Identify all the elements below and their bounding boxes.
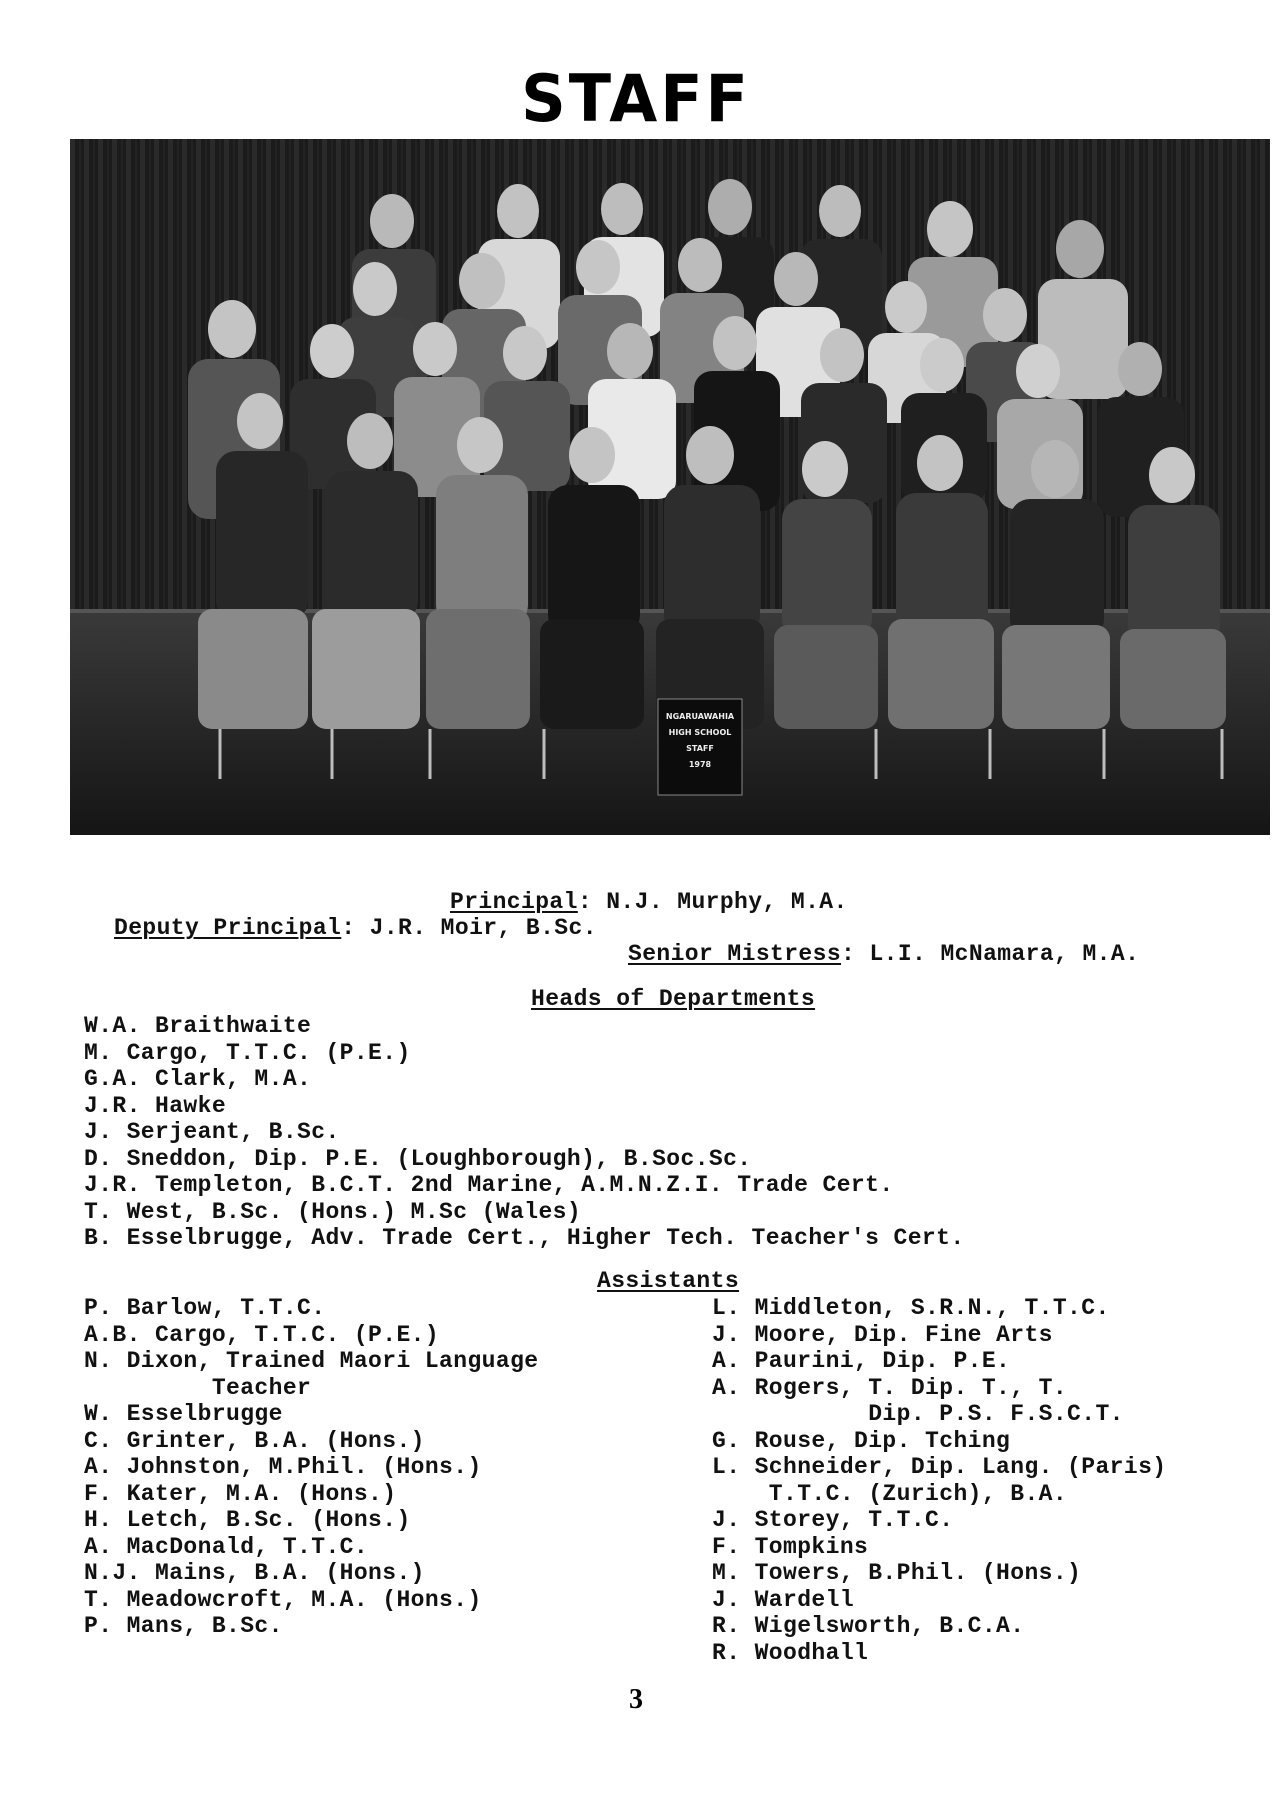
assistants-heading: Assistants bbox=[597, 1268, 740, 1294]
assistant-left-item: A. MacDonald, T.T.C. bbox=[84, 1534, 369, 1560]
head-item: D. Sneddon, Dip. P.E. (Loughborough), B.Soc.Sc. bbox=[84, 1146, 752, 1172]
assistant-right-item: L. Schneider, Dip. Lang. (Paris) bbox=[712, 1454, 1167, 1480]
assistant-right-item: L. Middleton, S.R.N., T.T.C. bbox=[712, 1295, 1110, 1321]
assistant-left-item: W. Esselbrugge bbox=[84, 1401, 283, 1427]
assistant-left-item: Teacher bbox=[84, 1375, 312, 1401]
deputy-principal-line bbox=[114, 915, 597, 941]
assistant-left-item: F. Kater, M.A. (Hons.) bbox=[84, 1481, 397, 1507]
assistant-right-item: G. Rouse, Dip. Tching bbox=[712, 1428, 1011, 1454]
assistant-right-item: A. Paurini, Dip. P.E. bbox=[712, 1348, 1011, 1374]
page-title: STAFF bbox=[521, 60, 751, 137]
assistant-left-item: N.J. Mains, B.A. (Hons.) bbox=[84, 1560, 425, 1586]
assistant-left-item: A.B. Cargo, T.T.C. (P.E.) bbox=[84, 1322, 440, 1348]
assistant-right-item: F. Tompkins bbox=[712, 1534, 869, 1560]
assistant-left-item: A. Johnston, M.Phil. (Hons.) bbox=[84, 1454, 482, 1480]
principal-line bbox=[450, 889, 848, 915]
mistress-label: Senior Mistress bbox=[628, 941, 842, 967]
principal-value: : N.J. Murphy, M.A. bbox=[577, 889, 848, 915]
senior-mistress-line bbox=[628, 941, 1139, 967]
assistant-right-item: M. Towers, B.Phil. (Hons.) bbox=[712, 1560, 1082, 1586]
assistant-left-item: C. Grinter, B.A. (Hons.) bbox=[84, 1428, 425, 1454]
assistant-left-item: H. Letch, B.Sc. (Hons.) bbox=[84, 1507, 411, 1533]
deputy-label: Deputy Principal bbox=[114, 915, 342, 941]
head-item: G.A. Clark, M.A. bbox=[84, 1066, 312, 1092]
head-item: M. Cargo, T.T.C. (P.E.) bbox=[84, 1040, 411, 1066]
assistant-right-item: A. Rogers, T. Dip. T., T. bbox=[712, 1375, 1068, 1401]
heads-heading: Heads of Departments bbox=[531, 986, 816, 1012]
head-item: J.R. Templeton, B.C.T. 2nd Marine, A.M.N.Z.I. Trade Cert. bbox=[84, 1172, 894, 1198]
deputy-value: : J.R. Moir, B.Sc. bbox=[341, 915, 597, 941]
assistant-right-item: J. Storey, T.T.C. bbox=[712, 1507, 954, 1533]
head-item: J. Serjeant, B.Sc. bbox=[84, 1119, 340, 1145]
assistant-right-item: R. Wigelsworth, B.C.A. bbox=[712, 1613, 1025, 1639]
assistant-right-item: R. Woodhall bbox=[712, 1640, 869, 1666]
sign-line-2: HIGH SCHOOL bbox=[668, 728, 732, 737]
head-item: W.A. Braithwaite bbox=[84, 1013, 312, 1039]
assistant-right-item: Dip. P.S. F.S.C.T. bbox=[712, 1401, 1124, 1427]
sign-line-3: STAFF bbox=[686, 744, 714, 753]
assistant-left-item: N. Dixon, Trained Maori Language bbox=[84, 1348, 539, 1374]
mistress-value: : L.I. McNamara, M.A. bbox=[841, 941, 1140, 967]
staff-photo-illustration bbox=[70, 139, 1270, 835]
staff-group-photo bbox=[70, 139, 1270, 835]
principal-label: Principal bbox=[450, 889, 578, 915]
page-number: 3 bbox=[629, 1684, 643, 1715]
assistant-left-item: P. Mans, B.Sc. bbox=[84, 1613, 283, 1639]
head-item: B. Esselbrugge, Adv. Trade Cert., Higher Tech. Teacher's Cert. bbox=[84, 1225, 965, 1251]
assistant-right-item: J. Moore, Dip. Fine Arts bbox=[712, 1322, 1053, 1348]
sign-line-4: 1978 bbox=[688, 760, 712, 769]
head-item: T. West, B.Sc. (Hons.) M.Sc (Wales) bbox=[84, 1199, 582, 1225]
head-item: J.R. Hawke bbox=[84, 1093, 227, 1119]
assistant-left-item: P. Barlow, T.T.C. bbox=[84, 1295, 326, 1321]
assistant-left-item: T. Meadowcroft, M.A. (Hons.) bbox=[84, 1587, 482, 1613]
sign-line-1: NGARUAWAHIA bbox=[665, 712, 735, 721]
assistant-right-item: J. Wardell bbox=[712, 1587, 855, 1613]
assistant-right-item: T.T.C. (Zurich), B.A. bbox=[712, 1481, 1068, 1507]
